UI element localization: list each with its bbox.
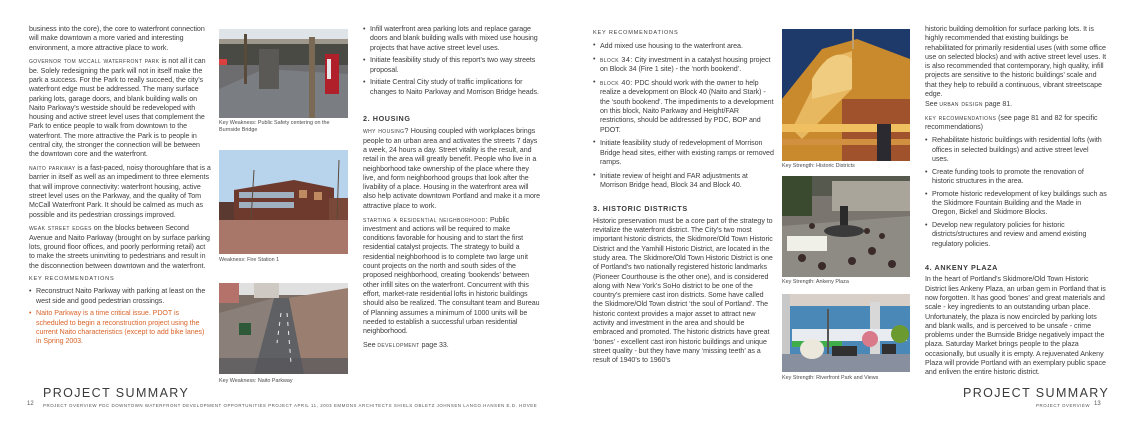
run-in-heading: why housing?: [363, 126, 409, 136]
cross-reference: See development page 33.: [363, 339, 449, 349]
paragraph: business into the core), the core to waterfront connection will make downtown a more varied and interesting environment, a more attractive place to work.: [29, 25, 205, 52]
run-in-heading: starting a residential neighborhood:: [363, 214, 489, 224]
footer-section: PROJECT OVERVIEW: [1036, 403, 1091, 408]
cross-reference-link: development: [377, 339, 420, 349]
left-column-1: [29, 25, 211, 350]
photo-burnside-image: [219, 29, 348, 118]
list-item: • Rehabilitate historic buildings with residential lofts (with offices in selected buildings) and active street level uses.: [925, 136, 1107, 164]
list-item: • Initiate review of height and FAR adjustments at Morrison Bridge head, Block 34 and Block 40.: [593, 171, 775, 191]
list-item: • Initiate feasibility study of redevelopment of Morrison Bridge head sites, either with existing ramps or removed ramps.: [593, 138, 775, 167]
photo-caption: Weakness: Fire Station 1: [219, 257, 280, 263]
photo-caption: Key Strength: Riverfront Park and Views: [782, 375, 879, 381]
list-item: • Reconstruct Naito Parkway with parking at least on the west side and good pedestrian crossings.: [29, 287, 211, 306]
paragraph: In the heart of Portland’s Skidmore/Old Town Historic District lies Ankeny Plaza, an urban gem in Portland that is now forgotten. It has good ‘bones’ and great materials and scale - key ingredients to an outstanding urban place. Unfortunately, the plaza is now encircled by parking lots and blank walls, and is perceived to be unsafe - crime problems under the Burnside Bridge negatively impact the plaza. Saturday Market brings people to the plaza occasionally, but usually it is empty. A rejuvenated Ankeny Plaza will provide Portland with an exemplary public space and enliven the entire historic district.: [925, 275, 1106, 377]
photo-burnside-bridge: [219, 29, 348, 118]
paragraph: historic building demolition for surface parking lots. It is highly recommended that existing buildings be rehabilitated for primarily residential uses (with some office use on selected blocks) and with active street level uses. It is also recommended that contemporary, high quality, infill projects are sensitive to the historic buildings’ scale and that they help to rebuild a continuous, vibrant streetscape edge.: [925, 25, 1107, 99]
right-column-3: [925, 25, 1107, 381]
recommendations-list: [29, 287, 211, 346]
paragraph: Historic preservation must be a core part of the strategy to revitalize the waterfront district. The City’s two most important historic districts, the Skidmore/Old Town Historic District and the Yamhill Historic District, are located in the study area. The Skidmore/Old Town Historic District is one of Portland’s two nationally registered historic landmarks (Pioneer Courthouse is the other one), and is considered along with New York’s SoHo district to be one of the country’s premiere cast iron districts. Some have called the Skidmore/Old Town district ‘the soul of Portland’. The historic context provides a major asset to attract new activity and investment in the area and should be embraced and promoted. The historic districts have great ‘bones’ - excellent cast iron historic buildings and unique street quality - but they have many ‘missing teeth’ as a result of 1940’s to 1960’s: [593, 216, 773, 365]
list-item: • Initiate feasibility study of this report’s two way streets proposal.: [363, 56, 543, 75]
photo-caption: Key Strength: Ankeny Plaza: [782, 279, 849, 285]
key-recommendations-label: KEY RECOMMENDATIONS: [29, 275, 115, 282]
left-column-3: [363, 25, 543, 354]
paragraph: starting a residential neighborhood: Public investment and actions will be required to make conditions favorable for housing and to start the first residential catalyst projects. The strategy to build a residential neighborhood is to complete two large unit count projects on the north and south sides of the proposed neighborhood, creating ‘bookends’ between other infill sites on the waterfront. Concurrent with this effort, market-rate residential lofts in historic buildings should also be realized. The consultant team and Bureau of Planning assumes a minimum of 1000 units will be needed to establish a successful urban residential neighborhood.: [363, 214, 540, 336]
photo-fire-station-image: [219, 150, 348, 254]
paragraph: why housing? Housing coupled with workplaces brings people to an urban area and activates the streets 7 days a week, 24 hours a day. Street vitality is the result, and retail in the area will greatly benefit. People who live in a neighborhood take ownership of the place where they live, and form neighborhood groups that look after the livability of a place. Housing in the waterfront area will also help activate downtown Portland and make it a more attractive place to work.: [363, 126, 541, 210]
cross-reference-link: urban design: [939, 99, 983, 109]
photo-caption: Key Strength: Historic Districts: [782, 163, 855, 169]
list-item: • Develop new regulatory policies for historic districts/structures and review and amend existing regulatory policies.: [925, 221, 1107, 249]
run-in-heading: weak street edges: [29, 223, 92, 233]
photo-naito-parkway-image: [219, 283, 348, 374]
recommendations-list: [363, 25, 543, 97]
photo-ankeny-plaza: [782, 176, 910, 277]
section-heading-housing: 2. HOUSING: [363, 114, 411, 124]
page-number: 12: [27, 401, 34, 407]
list-item: • block 40: PDC should work with the owner to help realize a development on Block 40 (Naito and Stark) - the ‘south bookend’. The impediments to a development on this block, Naito Parkway and Height/FAR restrictions, should be addressed by PDC, BOP and PDOT.: [593, 78, 775, 135]
photo-caption: Key Weakness: Naito Parkway: [219, 378, 293, 384]
photo-ankeny-plaza-image: [782, 176, 910, 277]
run-in-heading: block 40:: [600, 78, 633, 88]
run-in-heading: naito parkway: [29, 163, 76, 173]
footer-title: PROJECT SUMMARY: [43, 386, 190, 400]
photo-historic-districts: [782, 29, 910, 161]
list-item: • Promote historic redevelopment of key buildings such as the Skidmore Fountain Building and the Made in Oregon, Bickel and Skidmore Blocks.: [925, 190, 1107, 218]
page-number: 13: [1094, 401, 1101, 407]
run-in-heading: key recommendations: [925, 113, 997, 123]
key-recommendations-label: KEY RECOMMENDATIONS: [593, 30, 679, 36]
cross-reference: See urban design page 81.: [925, 99, 1013, 109]
list-item: • Infill waterfront area parking lots and replace garage doors and blank building walls with mixed use housing projects that have active street level uses.: [363, 25, 543, 53]
photo-naito-parkway: [219, 283, 348, 374]
paragraph: key recommendations (see page 81 and 82 for specific recommendations): [925, 113, 1098, 132]
section-heading-ankeny-plaza: 4. ANKENY PLAZA: [925, 263, 998, 273]
photo-riverfront-park: [782, 294, 910, 372]
list-item: • Add mixed use housing to the waterfront area.: [593, 41, 775, 51]
list-item: • Initiate Central City study of traffic implications for changes to Naito Parkway and Morrison Bridge heads.: [363, 78, 543, 97]
list-item-alert: • Naito Parkway is a time critical issue. PDOT is scheduled to begin a reconstruction project using the current Naito characteristics (except to add bike lanes) in Spring 2003.: [29, 309, 211, 346]
list-item: • Create funding tools to promote the renovation of historic structures in the area.: [925, 168, 1107, 187]
run-in-heading: block 34:: [600, 55, 633, 65]
run-in-heading: governor tom mccall waterfront park: [29, 56, 160, 66]
section-heading-historic-districts: 3. HISTORIC DISTRICTS: [593, 204, 688, 214]
paragraph: governor tom mccall waterfront park is not all it can be. Solely redesigning the park will not in itself make the park a success. For the Park to really succeed, the city’s waterfront edge must be addressed. The many surface parking lots, garage doors, and blank building walls on Naito Parkway’s westside should be redeveloped with housing and active street level uses that complement the Park to entice people to walk from downtown to the waterfront. The more attractive the Park is to people in central city, the stronger the connection will be between the downtown core and the waterfront.: [29, 56, 206, 159]
photo-fire-station: [219, 150, 348, 254]
photo-riverfront-park-image: [782, 294, 910, 372]
photo-caption: Key Weakness: Public Safety centering on the Burnside Bridge: [219, 120, 330, 133]
photo-historic-districts-image: [782, 29, 910, 161]
paragraph: naito parkway is a fast-paced, noisy thoroughfare that is a barrier in itself as well as an impediment to three elements that will improve connectivity: waterfront housing, active street level uses on the Parkway, and the quality of Tom McCall Waterfront Park. It should be calmed as much as possible and its pedestrian crossings improved.: [29, 163, 211, 219]
footer-running-line: PROJECT OVERVIEW PDC DOWNTOWN WATERFRONT DEVELOPMENT OPPORTUNITIES PROJECT APRIL 11, 2003 EMMONS ARCHITECTS SHIELS OBLETZ JOHNSEN LANGO.HANSEN E.D. HOVEE: [43, 403, 538, 408]
paragraph: weak street edges on the blocks between Second Avenue and Naito Parkway (brought on by surface parking lots, ground floor offices, and poorly performing retail) act to make the streets uninviting to pedestrians and result in the disconnection between downtown and the waterfront.: [29, 223, 210, 270]
recommendations-list: [593, 41, 775, 190]
footer-title: PROJECT SUMMARY: [963, 386, 1110, 400]
recommendations-list: [925, 136, 1107, 249]
list-item: • block 34: City investment in a catalyst housing project on Block 34 (Fire 1 site) - the ‘north bookend’.: [593, 55, 775, 75]
right-column-1: [593, 27, 775, 369]
